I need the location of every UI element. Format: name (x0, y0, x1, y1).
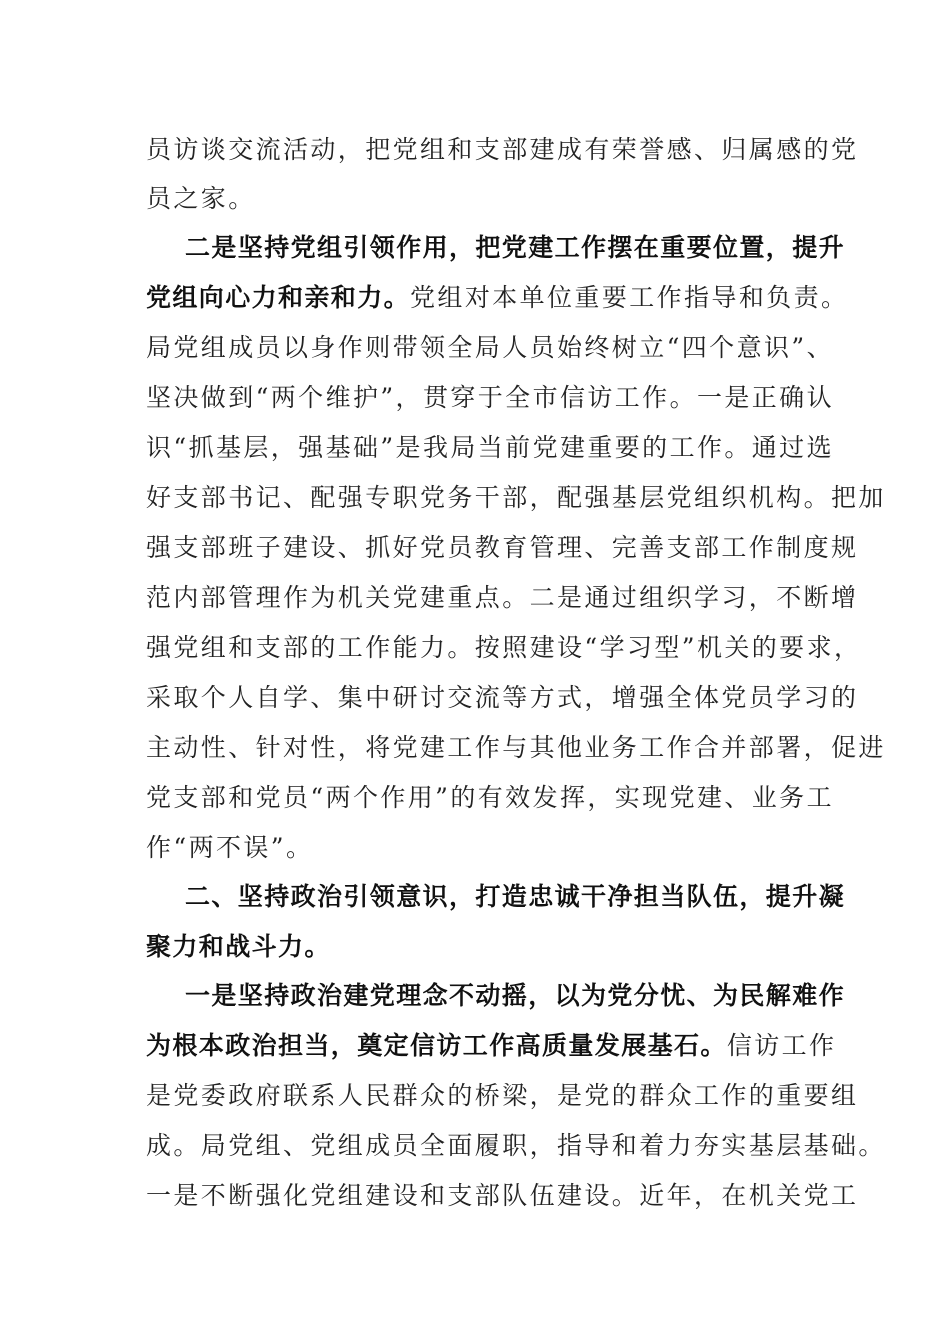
body-text: 成。局党组、党组成员全面履职，指导和着力夯实基层基础。 (146, 1131, 886, 1160)
paragraph-line (146, 732, 886, 764)
bold-heading-text: 一是坚持政治建党理念不动摇，以为党分忧、为民解难作 (185, 981, 846, 1010)
paragraph-line (146, 382, 834, 414)
body-text: 一是不断强化党组建设和支部队伍建设。近年，在机关党工 (146, 1181, 859, 1210)
paragraph-line (146, 582, 858, 614)
section-heading-line (185, 881, 845, 913)
bold-heading-text: 党组向心力和亲和力。 (146, 283, 411, 312)
paragraph-line (146, 482, 886, 514)
body-text: 坚决做到“两个维护”，贯穿于全市信访工作。一是正确认 (146, 383, 834, 412)
paragraph-line (146, 832, 313, 864)
paragraph-line (146, 782, 834, 814)
paragraph-line (146, 282, 848, 314)
bold-heading-text: 二是坚持党组引领作用，把党建工作摆在重要位置，提升 (185, 233, 846, 262)
paragraph-line (146, 682, 858, 714)
paragraph-line (146, 1080, 858, 1112)
bold-heading-text: 为根本政治担当，奠定信访工作高质量发展基石。 (146, 1031, 727, 1060)
body-text: 强党组和支部的工作能力。按照建设“学习型”机关的要求， (146, 633, 862, 662)
bold-heading-text: 聚力和战斗力。 (146, 932, 331, 961)
body-text: 信访工作 (726, 1031, 837, 1060)
paragraph-line (146, 134, 858, 166)
section-heading-line (146, 931, 331, 963)
body-text: 员之家。 (146, 184, 256, 213)
body-text: 范内部管理作为机关党建重点。二是通过组织学习，不断增 (146, 583, 859, 612)
body-text: 作“两不误”。 (146, 833, 314, 862)
paragraph-line (146, 332, 834, 364)
paragraph-line (146, 632, 861, 664)
body-text: 主动性、针对性，将党建工作与其他业务工作合并部署，促进 (146, 733, 886, 762)
body-text: 是党委政府联系人民群众的桥梁，是党的群众工作的重要组 (146, 1081, 859, 1110)
paragraph-line (146, 432, 834, 464)
paragraph-line (146, 1180, 858, 1212)
paragraph-line (146, 1130, 886, 1162)
body-text: 局党组成员以身作则带领全局人员始终树立“四个意识”、 (146, 333, 834, 362)
paragraph-line (146, 183, 256, 215)
bold-heading-text: 二、坚持政治引领意识，打造忠诚干净担当队伍，提升凝 (185, 882, 846, 911)
paragraph-line (146, 532, 858, 564)
body-text: 员访谈交流活动，把党组和支部建成有荣誉感、归属感的党 (146, 135, 859, 164)
body-text: 党支部和党员“两个作用”的有效发挥，实现党建、业务工 (146, 783, 834, 812)
paragraph-line (146, 1030, 836, 1062)
body-text: 采取个人自学、集中研讨交流等方式，增强全体党员学习的 (146, 683, 859, 712)
body-text: 党组对本单位重要工作指导和负责。 (410, 283, 849, 312)
body-text: 好支部书记、配强专职党务干部，配强基层党组织机构。把加 (146, 483, 886, 512)
body-text: 识“抓基层，强基础”是我局当前党建重要的工作。通过选 (146, 433, 834, 462)
section-heading-line (185, 980, 845, 1012)
section-heading-line (185, 232, 845, 264)
body-text: 强支部班子建设、抓好党员教育管理、完善支部工作制度规 (146, 533, 859, 562)
